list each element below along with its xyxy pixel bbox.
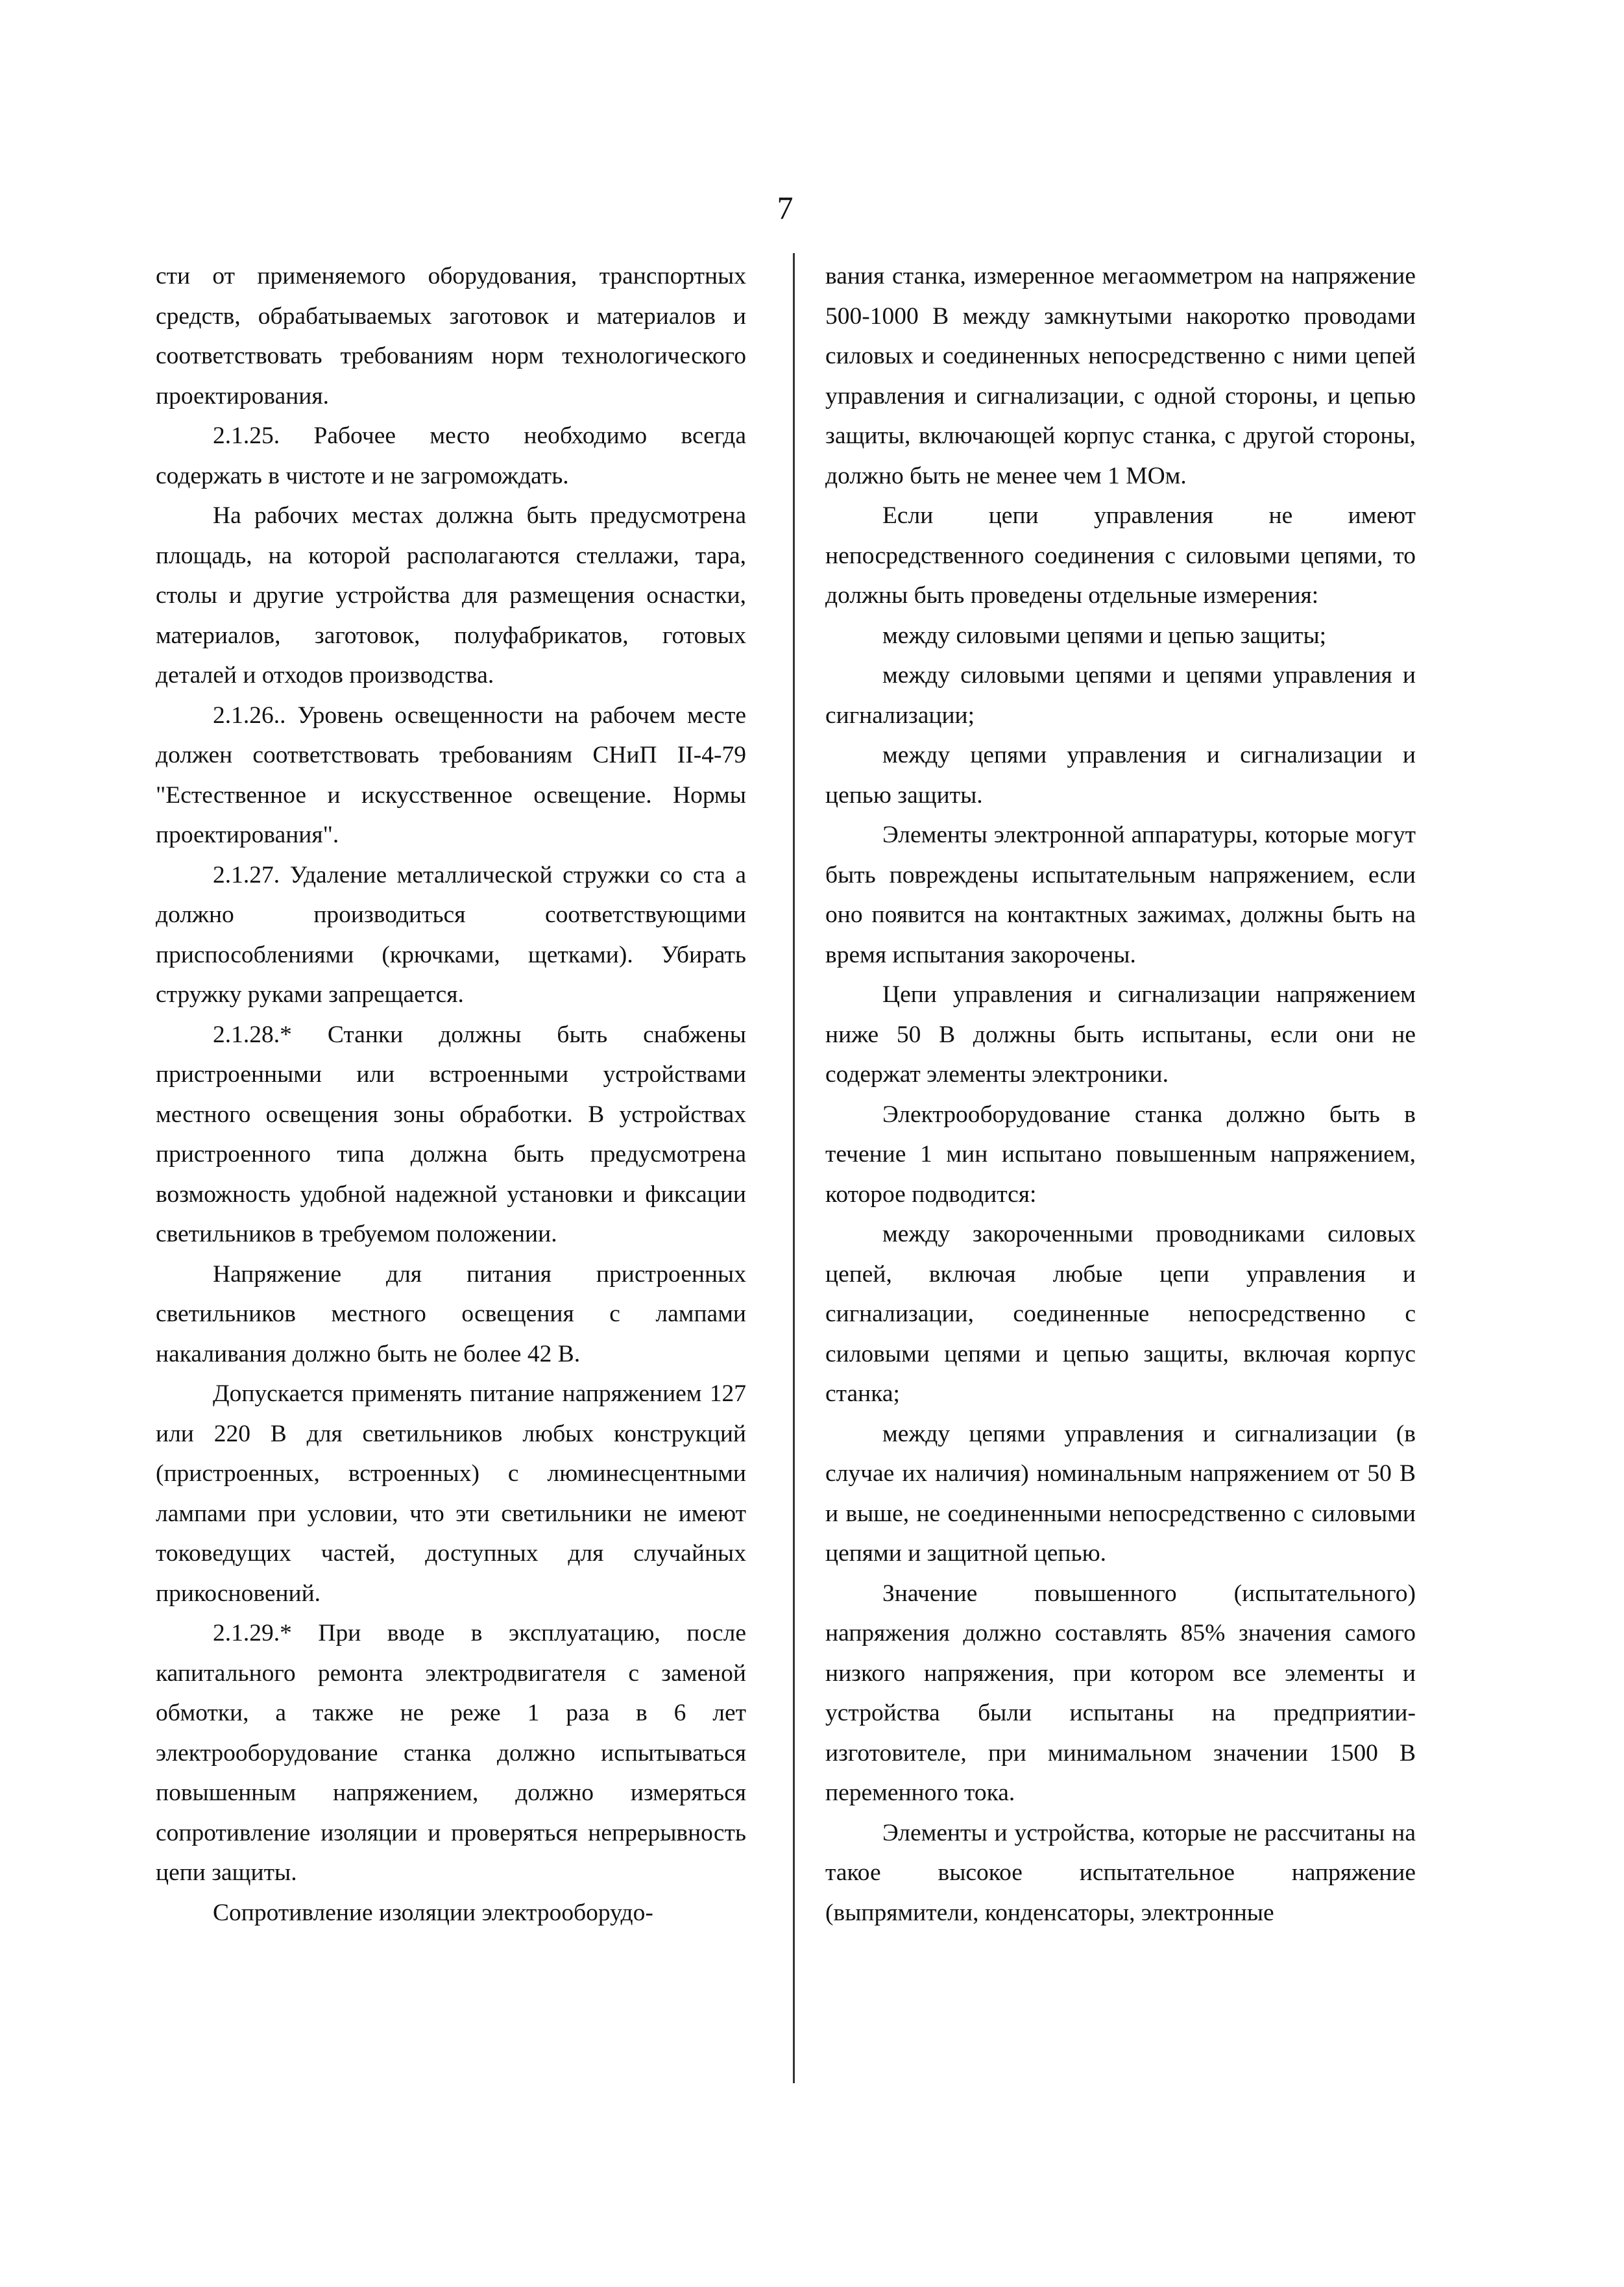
paragraph: между цепями управления и сигнализации и цепью защиты. (825, 742, 1416, 809)
paragraph: Сопротивление изоляции электрооборудо- (213, 1899, 653, 1926)
paragraph: между цепями управления и сигнализации (в случае их наличия) номинальным напряжением от 50 В и выше, не соединенными непосредственно с силовыми цепями и защитной цепью. (825, 1420, 1416, 1567)
left-column (156, 256, 746, 1933)
paragraph: Напряжение для питания пристроенных светильников местного освещения с лампами накаливания должно быть не более 42 В. (156, 1260, 746, 1367)
paragraph: Электрооборудование станка должно быть в течение 1 мин испытано повышенным напряжением, которое подводится: (825, 1101, 1416, 1208)
page-number: 7 (777, 190, 794, 226)
paragraph: 2.1.27. Удаление металлической стружки со ста а должно производиться соответствующими приспособлениями (крючками, щетками). Убирать стружку руками запрещается. (156, 861, 746, 1008)
paragraph: На рабочих местах должна быть предусмотрена площадь, на которой располагаются стеллажи, тара, столы и другие устройства для размещения оснастки, материалов, заготовок, полуфабрикатов, готовых деталей и отходов производства. (156, 502, 746, 689)
paragraph: между силовыми цепями и цепями управления и сигнализации; (825, 662, 1416, 729)
paragraph: Значение повышенного (испытательного) напряжения должно составлять 85% значения самого низкого напряжения, при котором все элементы и устройства были испытаны на предприятии-изготовителе, при минимальном значении 1500 В переменного тока. (825, 1580, 1416, 1806)
paragraph: сти от применяемого оборудования, транспортных средств, обрабатываемых заготовок и материалов и соответствовать требованиям норм технологического проектирования. (156, 263, 746, 410)
paragraph: Элементы электронной аппаратуры, которые могут быть повреждены испытательным напряжением, если оно появится на контактных зажимах, должны быть на время испытания закорочены. (825, 822, 1416, 968)
column-divider (793, 253, 795, 2083)
paragraph: между закороченными проводниками силовых цепей, включая любые цепи управления и сигнализации, соединенные непосредственно с силовыми цепями и цепью защиты, включая корпус станка; (825, 1221, 1416, 1407)
right-column (825, 256, 1416, 1933)
paragraph: 2.1.26.. Уровень освещенности на рабочем месте должен соответствовать требованиям СНиП II-4-79 "Естественное и искусственное освещение. Нормы проектирования". (156, 702, 746, 848)
paragraph: Цепи управления и сигнализации напряжением ниже 50 В должны быть испытаны, если они не содержат элементы электроники. (825, 981, 1416, 1088)
paragraph: Допускается применять питание напряжением 127 или 220 В для светильников любых конструкций (пристроенных, встроенных) с люминесцентными лампами при условии, что эти светильники не имеют токоведущих частей, доступных для случайных прикосновений. (156, 1380, 746, 1607)
paragraph: 2.1.25. Рабочее место необходимо всегда содержать в чистоте и не загромождать. (156, 422, 746, 489)
paragraph: 2.1.29.* При вводе в эксплуатацию, после капитального ремонта электродвигателя с заменой обмотки, а также не реже 1 раза в 6 лет электрооборудование станка должно испытываться повышенным напряжением, должно измеряться сопротивление изоляции и проверяться непрерывность цепи защиты. (156, 1620, 746, 1886)
paragraph: Если цепи управления не имеют непосредственного соединения с силовыми цепями, то должны быть проведены отдельные измерения: (825, 502, 1416, 609)
paragraph: вания станка, измеренное мегаомметром на напряжение 500-1000 В между замкнутыми накоротко проводами силовых и соединенных непосредственно с ними цепей управления и сигнализации, с одной стороны, и цепью защиты, включающей корпус станка, с другой стороны, должно быть не менее чем 1 МОм. (825, 263, 1416, 489)
paragraph: между силовыми цепями и цепью защиты; (882, 622, 1327, 649)
paragraph: Элементы и устройства, которые не рассчитаны на такое высокое испытательное напряжение (выпрямители, конденсаторы, электронные (825, 1819, 1416, 1926)
paragraph: 2.1.28.* Станки должны быть снабжены пристроенными или встроенными устройствами местного освещения зоны обработки. В устройствах пристроенного типа должна быть предусмотрена возможность удобной надежной установки и фиксации светильников в требуемом положении. (156, 1021, 746, 1247)
